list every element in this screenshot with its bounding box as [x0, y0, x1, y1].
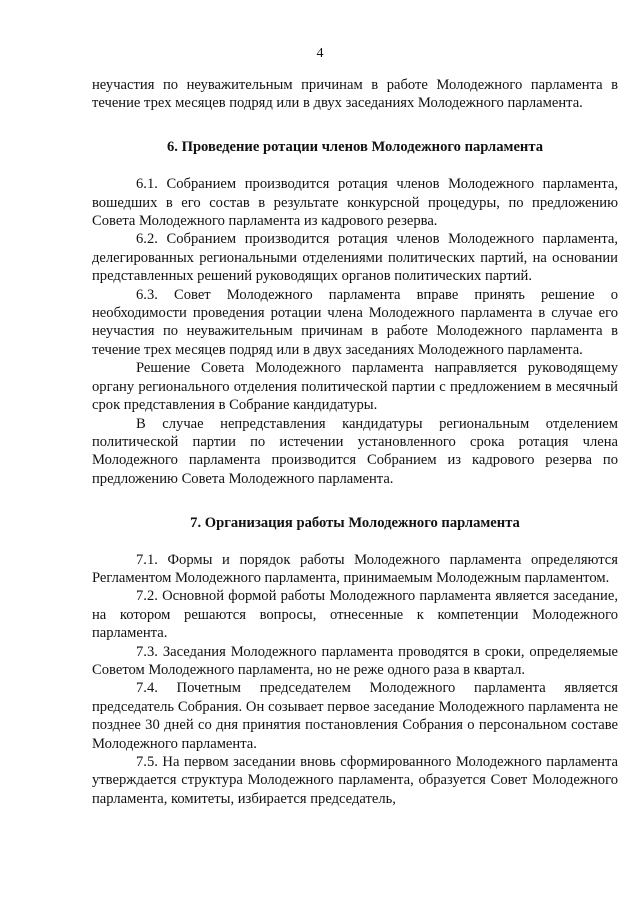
section-7-heading: 7. Организация работы Молодежного парламента	[190, 515, 520, 532]
intro-paragraph: неучастия по неуважительным причинам в работе Молодежного парламента в течение трех месяцев подряд или в двух заседаниях Молодежного парламента.	[92, 77, 618, 112]
section-6-heading: 6. Проведение ротации членов Молодежного парламента	[167, 138, 543, 155]
section-6-paragraph-1: 6.1. Собранием производится ротация членов Молодежного парламента, вошедших в его состав в результате конкурсной процедуры, по предложению Совета Молодежного парламента из кадрового резерва.	[92, 176, 618, 230]
section-6-paragraph-3: 6.3. Совет Молодежного парламента вправе принять решение о необходимости проведения ротации члена Молодежного парламента в случае его неучастия по неуважительным причинам в работе Молодежного парламента в течение трех месяцев подряд или в двух заседаниях Молодежного парламента.	[92, 286, 618, 358]
section-7-paragraph-3: 7.3. Заседания Молодежного парламента проводятся в сроки, определяемые Советом Молодежного парламента, но не реже одного раза в квартал.	[92, 643, 618, 678]
section-7-paragraph-1: 7.1. Формы и порядок работы Молодежного парламента определяются Регламентом Молодежного парламента, принимаемым Молодежным парламентом.	[92, 551, 618, 586]
section-7-paragraph-5: 7.5. На первом заседании вновь сформированного Молодежного парламента утверждается структура Молодежного парламента, образуется Совет Молодежного парламента, комитеты, избирается председатель,	[92, 754, 618, 807]
page-number: 4	[316, 46, 324, 61]
section-6-paragraph-4: Решение Совета Молодежного парламента направляется руководящему органу регионального отделения политической партии с предложением в месячный срок представления в Собрание кандидатуры.	[92, 360, 618, 414]
section-7-paragraph-4: 7.4. Почетным председателем Молодежного парламента является председатель Собрания. Он созывает первое заседание Молодежного парламента не позднее 30 дней со дня принятия постановления Собрания о персональном составе Молодежного парламента.	[92, 680, 618, 752]
section-6-paragraph-5: В случае непредставления кандидатуры региональным отделением политической партии по истечении установленного срока ротация члена Молодежного парламента производится Собранием из кадрового резерва по предложению Совета Молодежного парламента.	[92, 415, 618, 487]
section-6-paragraph-2: 6.2. Собранием производится ротация членов Молодежного парламента, делегированных региональными отделениями политических партий, на основании представленных решений руководящих органов политических партий.	[92, 231, 618, 285]
document-body	[92, 76, 618, 808]
section-7-paragraph-2: 7.2. Основной формой работы Молодежного парламента является заседание, на котором решаются вопросы, отнесенные к компетенции Молодежного парламента.	[92, 588, 618, 642]
